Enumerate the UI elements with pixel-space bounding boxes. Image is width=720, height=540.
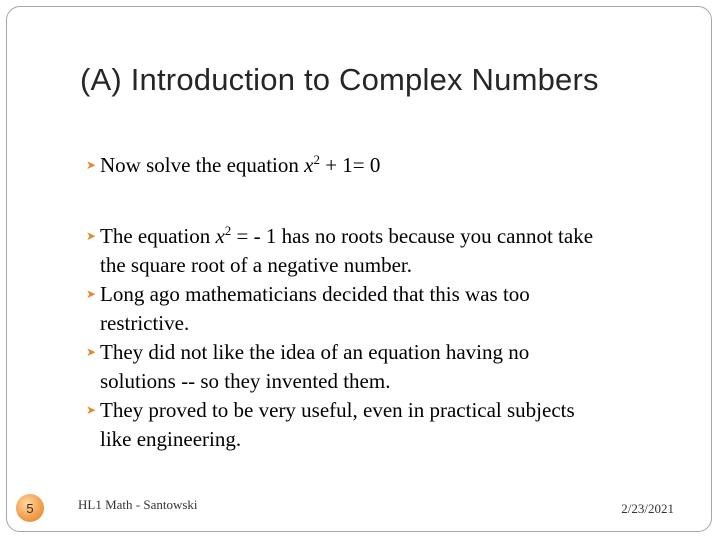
bullet-item: ➤ The equation $x^2$ = - 1 has no roots because you cannot take the square root of a negative number. ➤ Long ago mathematicians decided that this was too restrictive. ➤ They did not like the idea of an equation having no solutions -- so they invented them. ➤ They proved to be very useful, even in practical subjects like engineering. bbox=[86, 223, 594, 451]
arrow-bullet-icon: ➤ bbox=[86, 287, 97, 301]
slide-title: (A) Introduction to Complex Numbers bbox=[80, 62, 599, 97]
arrow-bullet-icon: ➤ bbox=[86, 345, 97, 359]
arrow-bullet-icon: ➤ bbox=[86, 229, 97, 243]
arrow-bullet-icon: ➤ bbox=[86, 158, 97, 172]
slide-number-badge: 5 bbox=[16, 494, 44, 522]
footer-author: HL1 Math - Santowski bbox=[78, 497, 198, 512]
footer-date: 2/23/2021 bbox=[621, 501, 674, 516]
arrow-bullet-icon: ➤ bbox=[86, 403, 97, 417]
bullet-item: ➤ Now solve the equation $x^2 + 1= 0$ bbox=[86, 151, 676, 180]
